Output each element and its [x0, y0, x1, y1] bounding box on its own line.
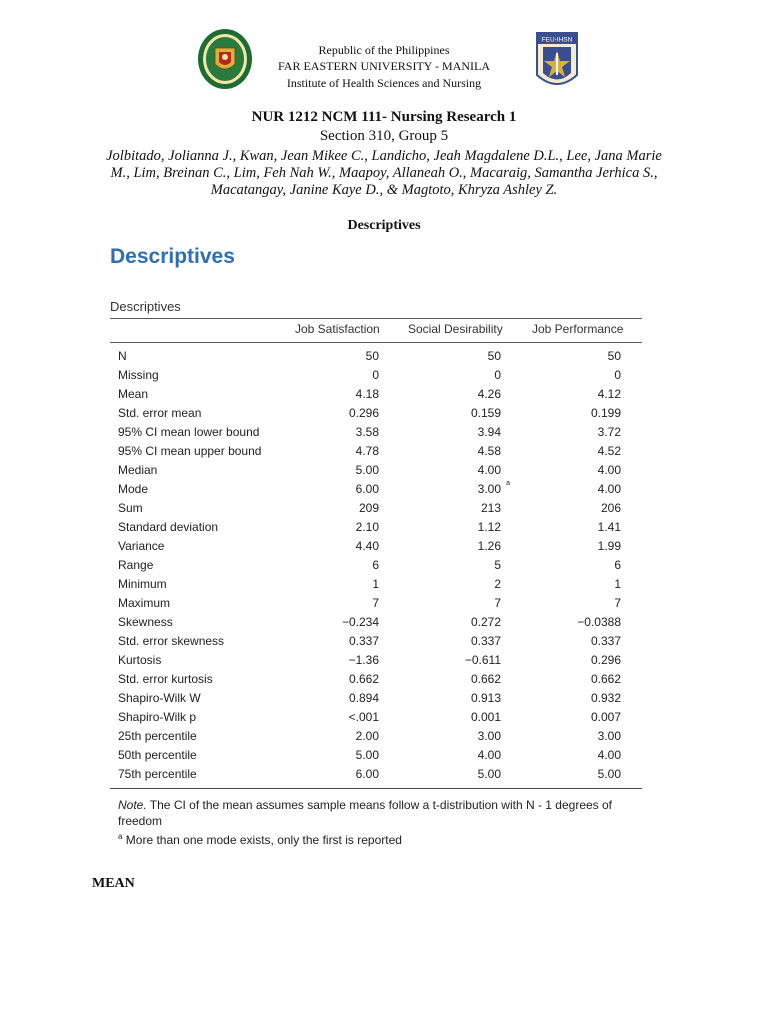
- table-top-rule: [110, 318, 642, 319]
- cell-value: 50: [607, 349, 621, 363]
- cell-value: 0.337: [348, 634, 379, 648]
- cell-value: 0.662: [470, 672, 501, 686]
- cell-value: 4.00: [477, 748, 501, 762]
- column-header-social-desirability: Social Desirability: [408, 322, 503, 336]
- cell-value: 3.58: [355, 425, 379, 439]
- row-label: Missing: [118, 368, 159, 382]
- mode-footnote-mark: a: [506, 480, 510, 487]
- cell-value: 0.159: [470, 406, 501, 420]
- table-row: [0, 689, 768, 708]
- row-label: Std. error mean: [118, 406, 202, 420]
- cell-value: 0.272: [470, 615, 501, 629]
- cell-value: 2.00: [355, 729, 379, 743]
- table-row: [0, 347, 768, 366]
- cell-value: 0.296: [348, 406, 379, 420]
- cell-value: 4.40: [355, 539, 379, 553]
- cell-value: 3.00: [477, 482, 501, 496]
- cell-value: 1.99: [597, 539, 621, 553]
- table-header-rule: [110, 342, 642, 343]
- row-label: Minimum: [118, 577, 167, 591]
- cell-value: 2: [494, 577, 501, 591]
- cell-value: 5: [494, 558, 501, 572]
- header-university: FAR EASTERN UNIVERSITY - MANILA: [278, 59, 490, 73]
- table-row: [0, 594, 768, 613]
- table-row: [0, 385, 768, 404]
- cell-value: 5.00: [477, 767, 501, 781]
- cell-value: 209: [358, 501, 379, 515]
- table-row: [0, 651, 768, 670]
- table-row: [0, 575, 768, 594]
- cell-value: 6: [372, 558, 379, 572]
- cell-value: 7: [372, 596, 379, 610]
- row-label: 50th percentile: [118, 748, 197, 762]
- cell-value: 0.337: [470, 634, 501, 648]
- table-row: [0, 708, 768, 727]
- table-row: [0, 423, 768, 442]
- section-group: Section 310, Group 5: [319, 128, 449, 144]
- cell-value: 0.894: [348, 691, 379, 705]
- cell-value: 4.00: [477, 463, 501, 477]
- cell-value: <.001: [348, 710, 379, 724]
- cell-value: 0.007: [590, 710, 621, 724]
- cell-value: 2.10: [355, 520, 379, 534]
- table-row: [0, 670, 768, 689]
- cell-value: 4.00: [597, 748, 621, 762]
- row-label: Std. error skewness: [118, 634, 225, 648]
- row-label: 25th percentile: [118, 729, 197, 743]
- cell-value: 0.913: [470, 691, 501, 705]
- table-row: [0, 404, 768, 423]
- cell-value: 0.662: [348, 672, 379, 686]
- table-row: [0, 765, 768, 784]
- note-label: Note.: [118, 798, 147, 812]
- cell-value: 5.00: [597, 767, 621, 781]
- table-row: [0, 366, 768, 385]
- cell-value: 0.337: [590, 634, 621, 648]
- cell-value: 50: [487, 349, 501, 363]
- table-footnote: [118, 832, 638, 847]
- cell-value: 4.12: [597, 387, 621, 401]
- row-label: Median: [118, 463, 158, 477]
- cell-value: 4.52: [597, 444, 621, 458]
- cell-value: 0: [614, 368, 621, 382]
- cell-value: 0.199: [590, 406, 621, 420]
- row-label: Shapiro-Wilk W: [118, 691, 201, 705]
- table-row: [0, 613, 768, 632]
- header-institute: Institute of Health Sciences and Nursing: [286, 76, 482, 90]
- table-row: [0, 746, 768, 765]
- footnote-mark: a: [118, 832, 123, 841]
- cell-value: 0.296: [590, 653, 621, 667]
- cell-value: 3.94: [477, 425, 501, 439]
- cell-value: −1.36: [348, 653, 379, 667]
- cell-value: 3.72: [597, 425, 621, 439]
- cell-value: 213: [480, 501, 501, 515]
- cell-value: 5.00: [355, 463, 379, 477]
- row-label: 95% CI mean lower bound: [118, 425, 260, 439]
- row-label: 75th percentile: [118, 767, 197, 781]
- table-row: [0, 442, 768, 461]
- row-label: Skewness: [118, 615, 173, 629]
- cell-value: 1.12: [477, 520, 501, 534]
- cell-value: 1.26: [477, 539, 501, 553]
- column-header-job-satisfaction: Job Satisfaction: [295, 322, 380, 336]
- row-label: Maximum: [118, 596, 171, 610]
- table-note: [118, 797, 638, 829]
- header-country: Republic of the Philippines: [318, 43, 450, 57]
- table-row: [0, 556, 768, 575]
- cell-value: 1: [372, 577, 379, 591]
- row-label: Std. error kurtosis: [118, 672, 213, 686]
- row-label: Sum: [118, 501, 143, 515]
- cell-value: 6.00: [355, 767, 379, 781]
- cell-value: 4.26: [477, 387, 501, 401]
- cell-value: 3.00: [477, 729, 501, 743]
- authors-list: Jolbitado, Jolianna J., Kwan, Jean Mikee C., Landicho, Jeah Magdalene D.L., Lee, Jana Marie M., Lim, Breinan C., Lim, Feh Nah W., Maapoy, Allaneah O., Macaraig, Samantha Jerhica S., Macatangay, Janine Kaye D., & Magtoto, Khryza Ashley Z.: [106, 148, 662, 198]
- cell-value: 7: [494, 596, 501, 610]
- course-title: NUR 1212 NCM 111- Nursing Research 1: [251, 109, 517, 125]
- descriptives-table-body: [0, 347, 768, 784]
- cell-value: 206: [600, 501, 621, 515]
- cell-value: 6.00: [355, 482, 379, 496]
- table-row: [0, 461, 768, 480]
- cell-value: 1: [614, 577, 621, 591]
- cell-value: 3.00: [597, 729, 621, 743]
- cell-value: −0.611: [464, 653, 501, 667]
- cell-value: 0: [494, 368, 501, 382]
- row-label: Mode: [118, 482, 149, 496]
- feu-ihsn-logo-text: FEU-IHSN: [541, 36, 573, 44]
- table-row: [0, 499, 768, 518]
- table-row: [0, 537, 768, 556]
- cell-value: 0.001: [470, 710, 501, 724]
- cell-value: 0: [372, 368, 379, 382]
- table-row: [0, 727, 768, 746]
- cell-value: 7: [614, 596, 621, 610]
- row-label: N: [118, 349, 127, 363]
- cell-value: 4.58: [477, 444, 501, 458]
- cell-value: −0.0388: [577, 615, 621, 629]
- row-label: Range: [118, 558, 154, 572]
- row-label: Shapiro-Wilk p: [118, 710, 197, 724]
- column-header-job-performance: Job Performance: [532, 322, 624, 336]
- table-row: [0, 632, 768, 651]
- document-title: Descriptives: [347, 218, 421, 233]
- table-bottom-rule: [110, 788, 642, 789]
- cell-value: 0.662: [590, 672, 621, 686]
- row-label: 95% CI mean upper bound: [118, 444, 262, 458]
- table-caption: Descriptives: [110, 299, 181, 314]
- table-row: [0, 480, 768, 499]
- mean-section-heading: MEAN: [92, 876, 135, 891]
- cell-value: 4.00: [597, 482, 621, 496]
- row-label: Variance: [118, 539, 165, 553]
- cell-value: 4.00: [597, 463, 621, 477]
- table-row: [0, 518, 768, 537]
- descriptives-heading: Descriptives: [110, 245, 235, 268]
- row-label: Mean: [118, 387, 149, 401]
- cell-value: 6: [614, 558, 621, 572]
- footnote-text: More than one mode exists, only the first is reported: [122, 833, 402, 847]
- cell-value: 4.78: [355, 444, 379, 458]
- note-text: The CI of the mean assumes sample means follow a t-distribution with N - 1 degrees of freedom: [118, 798, 613, 828]
- row-label: Standard deviation: [118, 520, 219, 534]
- cell-value: 1.41: [597, 520, 621, 534]
- cell-value: 0.932: [590, 691, 621, 705]
- cell-value: 50: [365, 349, 379, 363]
- cell-value: 5.00: [355, 748, 379, 762]
- row-label: Kurtosis: [118, 653, 162, 667]
- cell-value: −0.234: [341, 615, 379, 629]
- cell-value: 4.18: [355, 387, 379, 401]
